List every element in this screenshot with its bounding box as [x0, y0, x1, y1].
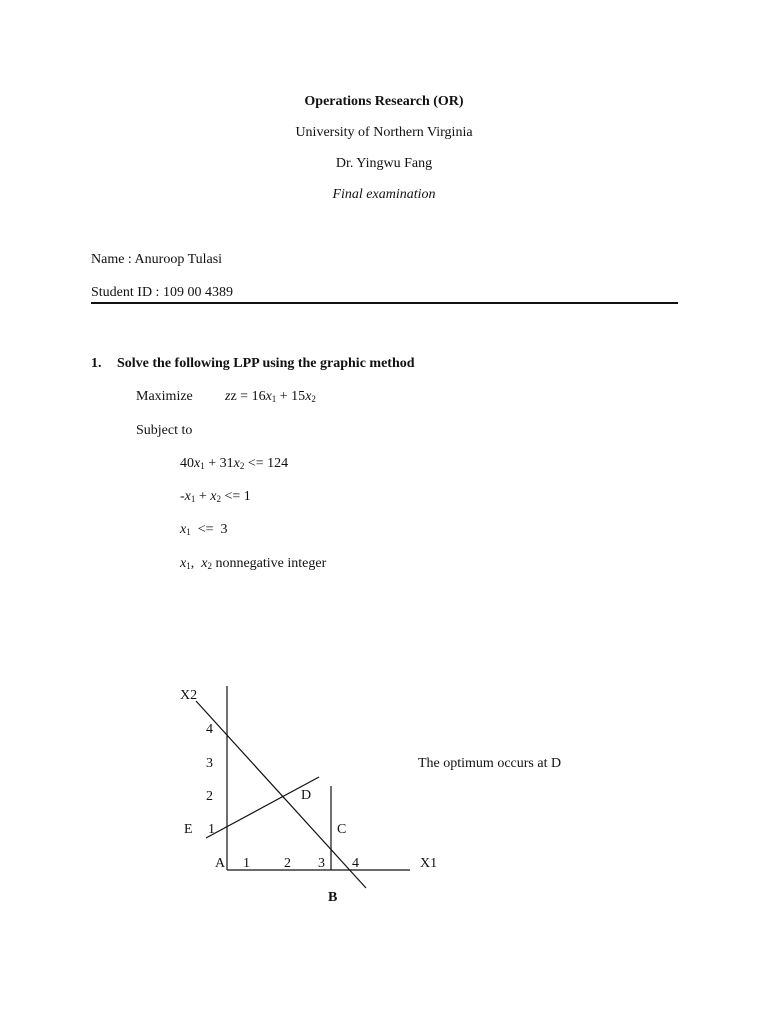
maximize-label: Maximize: [136, 389, 193, 404]
point-a-label: A: [215, 856, 226, 871]
point-b-label: B: [328, 890, 338, 905]
university-name: University of Northern Virginia: [295, 125, 473, 140]
constraint-4: $x_1$, $x_2$ nonnegative integer: [180, 556, 327, 571]
constraint-1: $40x_1 + 31x_2 <= 124$: [180, 456, 289, 471]
x-tick: 2: [284, 856, 291, 871]
y-tick: 3: [206, 756, 213, 771]
y-axis-label: X2: [180, 688, 198, 703]
instructor-name: Dr. Yingwu Fang: [335, 156, 433, 171]
objective-function: zz = $16x_1 + 15x_2$: [225, 389, 316, 404]
question-text: Solve the following LPP using the graphic method: [117, 356, 415, 371]
y-tick: 2: [206, 789, 213, 804]
x-tick: 4: [352, 856, 359, 871]
exam-title: Operations Research (OR): [304, 94, 464, 109]
question-number: 1.: [91, 356, 102, 371]
point-d-label: D: [301, 788, 312, 803]
optimum-note: The optimum occurs at D: [418, 756, 562, 771]
y-tick: 4: [206, 722, 213, 737]
point-c-label: C: [337, 822, 347, 837]
x-tick: 3: [318, 856, 325, 871]
constraint-line-2: [206, 777, 319, 838]
subject-to-label: Subject to: [136, 423, 193, 438]
x-tick: 1: [243, 856, 250, 871]
student-id: Student ID : 109 00 4389: [91, 285, 233, 300]
point-e-label: E: [184, 822, 193, 837]
constraint-2: $-x_1 + x_2 <= 1$: [180, 489, 251, 504]
x-axis-label: X1: [420, 856, 438, 871]
y-tick: 1: [208, 822, 215, 837]
student-name: Name : Anuroop Tulasi: [91, 252, 223, 267]
constraint-3: $x_1 <= 3$: [180, 522, 228, 537]
exam-type: Final examination: [332, 187, 436, 202]
